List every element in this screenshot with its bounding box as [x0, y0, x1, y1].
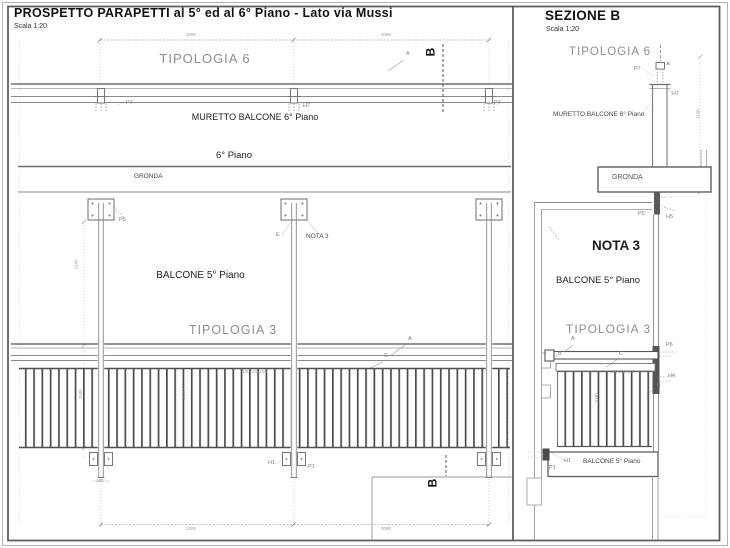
right-balcone5-label: BALCONE 5° Piano: [556, 275, 641, 286]
right-ref-b-post: B: [657, 383, 661, 389]
right-tipologia3-label: TIPOLOGIA 3: [566, 322, 652, 336]
right-balcone5-slab-label: BALCONE 5° Piano: [583, 458, 641, 465]
left-ref-c-rail: C: [384, 353, 388, 359]
right-dim-spacing: 100 100 100: [610, 369, 636, 374]
right-scale-label: Scala 1:20: [546, 26, 580, 33]
right-gronda-label: GRONDA: [612, 174, 643, 181]
left-section-marker-b-top: B: [423, 47, 438, 57]
left-ref-p1: P1: [308, 464, 315, 470]
left-dim-baluster-b: 1030: [180, 389, 186, 400]
left-posts: [88, 199, 502, 523]
left-dim-bottom-left: 2090: [186, 526, 197, 531]
left-ref-h7-mid: H7: [303, 103, 311, 109]
left-section-marker-b-bottom: B: [425, 478, 440, 488]
right-ref-p6: P6: [666, 342, 673, 348]
right-ref-p1: P1: [549, 465, 556, 471]
left-gronda-label: GRONDA: [134, 173, 163, 180]
right-ref-p5: P5: [638, 211, 645, 217]
left-balcone5-label: BALCONE 5° Piano: [156, 270, 245, 281]
left-dim-bottom-right: 2090: [381, 526, 392, 531]
right-ref-h4: H4: [668, 373, 676, 379]
right-muretto-label: MURETTO BALCONE 6° Piano: [553, 111, 645, 118]
left-nota3-label: NOTA 3: [306, 233, 329, 240]
right-dim-muretto-height: 1100: [695, 109, 701, 120]
left-dim-plate: 160: [96, 478, 104, 483]
left-dim-spacing: 100 100 100: [242, 369, 268, 374]
left-ref-p7-right: P7: [494, 100, 501, 106]
left-tipologia6-label: TIPOLOGIA 6: [159, 51, 251, 66]
left-balustrade: [19, 369, 510, 448]
right-ref-c: C: [619, 351, 623, 357]
right-dim-baluster: 1030: [593, 393, 599, 404]
left-title: PROSPETTO PARAPETTI al 5° ed al 6° Piano - Lato via Mussi: [14, 6, 393, 20]
left-dim-baluster-a: 1030: [77, 389, 83, 400]
right-ref-a: A: [571, 336, 575, 342]
left-bottom-dimension: [99, 523, 491, 527]
left-piano6-label: 6° Piano: [215, 150, 253, 161]
left-ref-p5: P5: [119, 217, 126, 223]
right-ref-h5: H5: [666, 214, 674, 220]
right-tipologia6-label: TIPOLOGIA 6: [569, 46, 651, 58]
left-dim-post-height: 1100: [73, 259, 79, 270]
right-ref-p7: P7: [634, 66, 641, 72]
left-ref-h1: H1: [268, 460, 276, 466]
left-floor-lines: [18, 167, 511, 193]
left-handrail-tipologia6: [11, 60, 512, 112]
left-dim-top-right: 2090: [381, 32, 392, 37]
left-ref-a-top: A: [406, 51, 410, 57]
right-gronda-slab: [598, 150, 711, 192]
left-scale-label: Scala 1:20: [14, 23, 48, 30]
right-ref-h1: H1: [564, 458, 572, 464]
left-rails-tipologia3: [11, 344, 512, 361]
right-ref-b-end: B: [558, 351, 562, 357]
right-ref-h7: H7: [672, 91, 680, 97]
left-ref-e: E: [276, 232, 280, 238]
left-ref-a-rail: A: [408, 336, 412, 342]
right-nota3-label: NOTA 3: [592, 238, 641, 253]
left-tipologia3-label: TIPOLOGIA 3: [188, 323, 278, 337]
left-ref-p7-left: P7: [126, 100, 133, 106]
right-title: SEZIONE B: [545, 8, 621, 23]
left-muretto-label: MURETTO BALCONE 6° Piano: [191, 112, 319, 122]
right-railing-section: [545, 345, 658, 447]
left-dim-top-left: 2090: [186, 32, 197, 37]
